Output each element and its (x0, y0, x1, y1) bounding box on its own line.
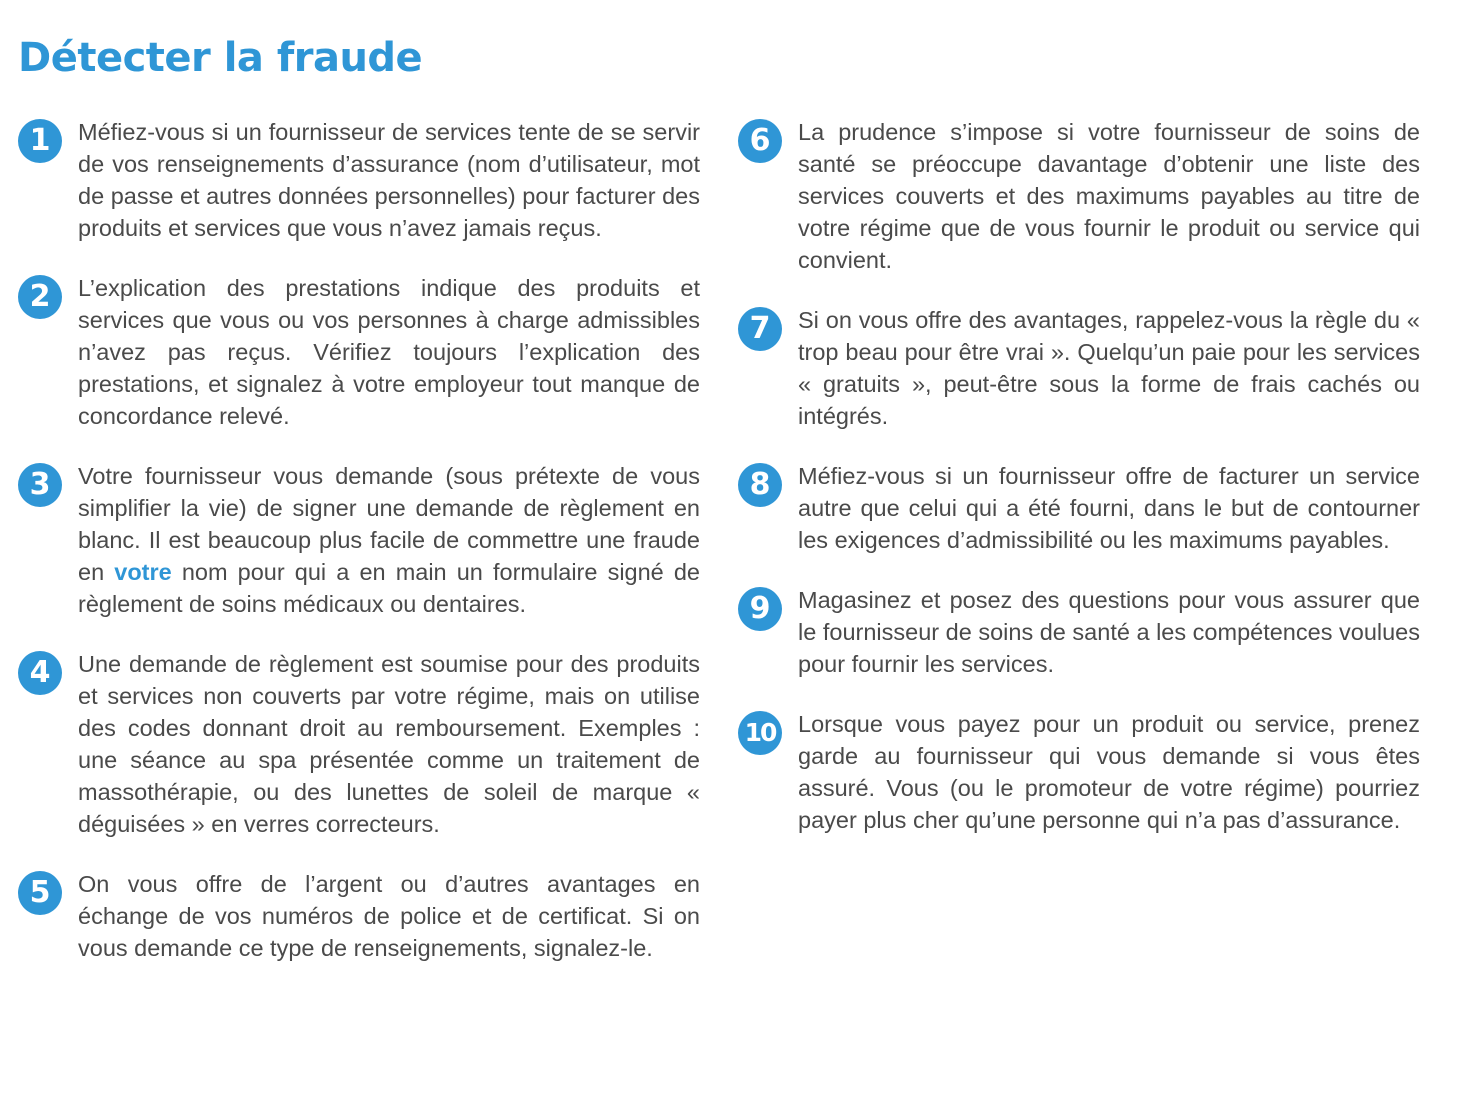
tip-text: L’explication des prestations indique des produits et services que vous ou vos personnes à charge admissibles n’avez pas reçus. Vérifiez toujours l’explication des prestations, et signalez à votre employeur tout manque de concordance relevé. (78, 275, 700, 429)
fraud-tip-1 (18, 116, 708, 244)
number-badge: 4 (18, 651, 62, 695)
fraud-tip-4 (18, 648, 708, 840)
page-title: Détecter la fraude (18, 35, 423, 81)
tip-text: Lorsque vous payez pour un produit ou service, prenez garde au fournisseur qui vous demande si vous êtes assuré. Vous (ou le promoteur de votre régime) pourriez payer plus cher qu’une personne qui n’a pas d’assurance. (798, 711, 1420, 833)
fraud-tip-8 (738, 460, 1428, 556)
number-badge: 10 (738, 711, 782, 755)
highlight-word: votre (114, 559, 172, 585)
fraud-tip-7 (738, 304, 1428, 432)
fraud-tip-9 (738, 584, 1428, 680)
number-badge: 5 (18, 871, 62, 915)
number-badge: 7 (738, 307, 782, 351)
number-badge: 2 (18, 275, 62, 319)
number-badge: 3 (18, 463, 62, 507)
tip-text (78, 460, 700, 620)
tip-text-before: Votre fournisseur vous demande (sous prétexte de vous simplifier la vie) de signer une demande de règlement en blanc. Il est beaucoup plus facile de commettre une fraude en (78, 463, 700, 585)
tip-text: Magasinez et posez des questions pour vous assurer que le fournisseur de soins de santé a les compétences voulues pour fournir les services. (798, 587, 1420, 677)
fraud-tip-3 (18, 460, 708, 620)
number-badge: 1 (18, 119, 62, 163)
tip-text: La prudence s’impose si votre fournisseur de soins de santé se préoccupe davantage d’obtenir une liste des services couverts et des maximums payables au titre de votre régime que de vous fournir le produit ou service qui convient. (798, 119, 1420, 273)
tip-text: On vous offre de l’argent ou d’autres avantages en échange de vos numéros de police et de certificat. Si on vous demande ce type de renseignements, signalez-le. (78, 871, 700, 961)
tip-text-after: nom pour qui a en main un formulaire signé de règlement de soins médicaux ou dentaires. (78, 559, 700, 617)
tip-text: Une demande de règlement est soumise pour des produits et services non couverts par votre régime, mais on utilise des codes donnant droit au remboursement. Exemples : une séance au spa présentée comme un traitement de massothérapie, ou des lunettes de soleil de marque « déguisées » en verres correcteurs. (78, 651, 700, 837)
fraud-tip-2 (18, 272, 708, 432)
number-badge: 8 (738, 463, 782, 507)
fraud-tip-5 (18, 868, 708, 964)
tip-text: Méfiez-vous si un fournisseur de services tente de se servir de vos renseignements d’assurance (nom d’utilisateur, mot de passe et autres données personnelles) pour facturer des produits et services que vous n’avez jamais reçus. (78, 119, 700, 241)
tip-text: Si on vous offre des avantages, rappelez-vous la règle du « trop beau pour être vrai ». Quelqu’un paie pour les services « gratuits », peut-être sous la forme de frais cachés ou intégrés. (798, 307, 1420, 429)
right-column (738, 116, 1428, 864)
left-column (18, 116, 708, 992)
tip-text: Méfiez-vous si un fournisseur offre de facturer un service autre que celui qui a été fourni, dans le but de contourner les exigences d’admissibilité ou les maximums payables. (798, 463, 1420, 553)
fraud-tip-6 (738, 116, 1428, 276)
number-badge: 9 (738, 587, 782, 631)
fraud-tip-10 (738, 708, 1428, 836)
number-badge: 6 (738, 119, 782, 163)
